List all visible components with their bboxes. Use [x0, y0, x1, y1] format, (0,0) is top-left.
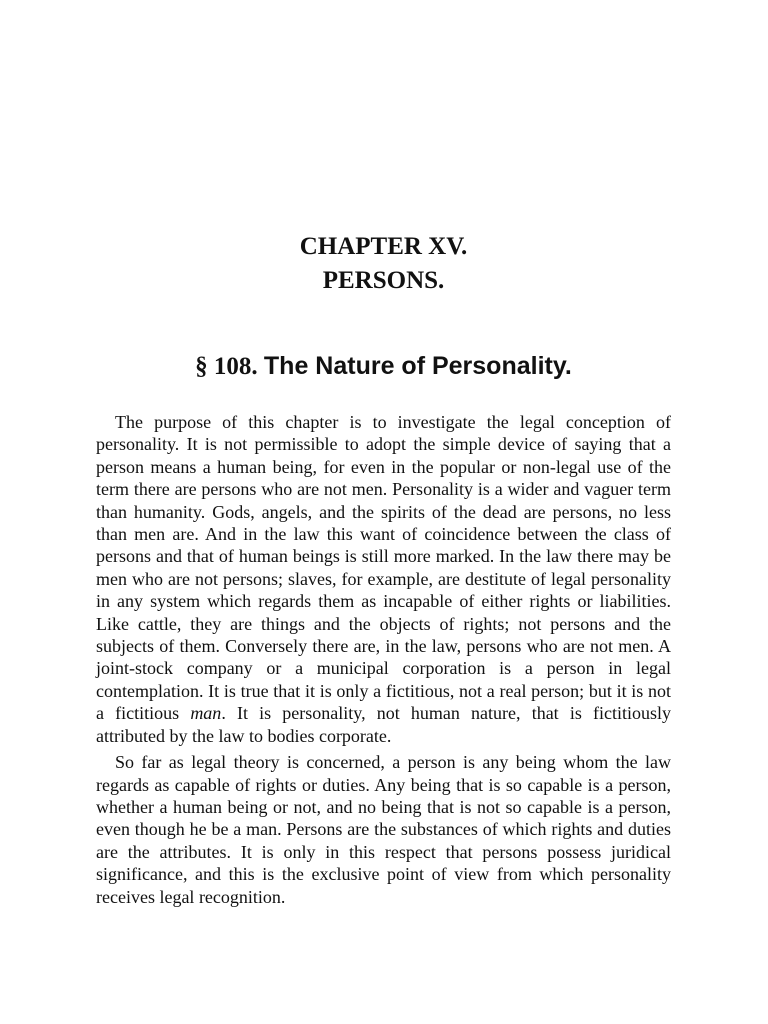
chapter-number: CHAPTER XV.: [299, 233, 468, 260]
paragraph-1: [96, 411, 671, 747]
section-heading: [96, 350, 671, 383]
chapter-title: PERSONS.: [322, 267, 445, 294]
paragraph-1-text-b: . It is personality, not human nature, that is fictitiously attributed by the law to bodies corporate.: [96, 703, 672, 746]
paragraph-1-text-a: The purpose of this chapter is to investigate the legal conception of personality. It is not permissible to adopt the simple device of saying that a person means a human being, for even in the popular or non-legal use of the term there are persons who are not men. Personality is a wider and vaguer term than humanity. Gods, angels, and the spirits of the dead are persons, no less than men are. And in the law this want of coincidence between the class of persons and that of human beings is still more marked. In the law there may be men who are not persons; slaves, for example, are destitute of legal personality in any system which regards them as incapable of either rights or liabilities. Like cattle, they are things and the objects of rights; not persons and the subjects of them. Conversely there are, in the law, persons who are not men. A joint-stock company or a municipal corporation is a person in legal contemplation. It is true that it is only a fictitious, not a real person; but it is not a fictitious: [96, 412, 671, 724]
body-text: [96, 411, 671, 908]
paragraph-1-italic: man: [190, 703, 222, 724]
book-page: [96, 0, 671, 912]
section-title: The Nature of Personality.: [263, 352, 572, 380]
paragraph-2: So far as legal theory is concerned, a person is any being whom the law regards as capable of rights or duties. Any being that is so capable is a person, whether a human being or not, and no being that is not so capable is a person, even though he be a man. Persons are the substances of which rights and duties are the attributes. It is only in this respect that persons possess juridical significance, and this is the exclusive point of view from which personality receives legal recognition.: [96, 752, 671, 907]
section-number: § 108.: [195, 353, 258, 380]
chapter-heading: [96, 230, 671, 298]
